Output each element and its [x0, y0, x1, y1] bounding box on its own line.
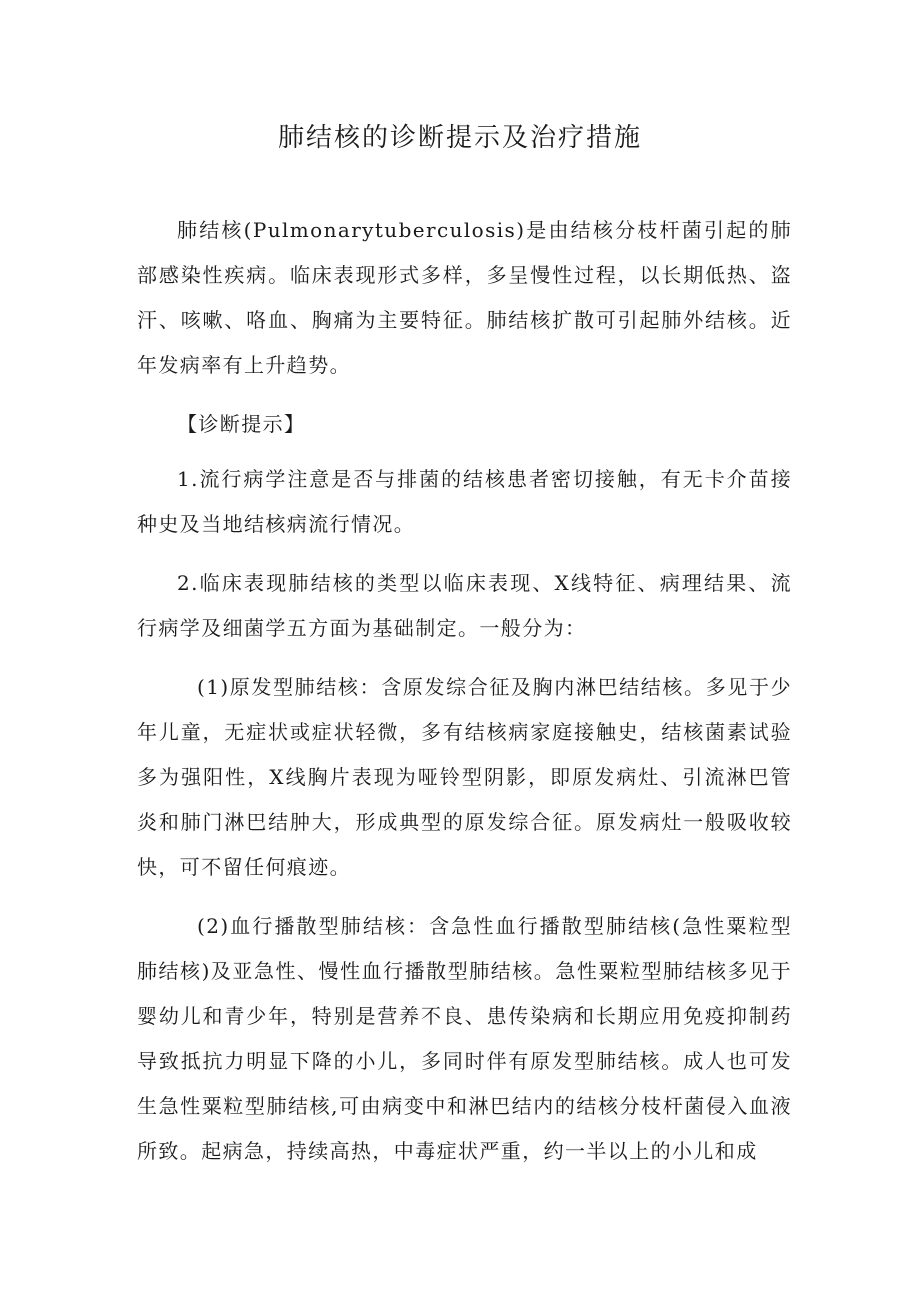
paragraph-hematogenous-tb: (2)血行播散型肺结核：含急性血行播散型肺结核(急性粟粒型肺结核)及亚急性、慢性血行播散型肺结核。急性粟粒型肺结核多见于婴幼儿和青少年，特别是营养不良、患传染病和长期应用免疫抑制药导致抵抗力明显下降的小儿，多同时伴有原发型肺结核。成人也可发生急性粟粒型肺结核,可由病变中和淋巴结内的结核分枝杆菌侵入血液所致。起病急，持续高热，中毒症状严重，约一半以上的小儿和成 — [137, 914, 792, 1163]
paragraph-primary-tb: (1)原发型肺结核：含原发综合征及胸内淋巴结结核。多见于少年儿童，无症状或症状轻微，多有结核病家庭接触史，结核菌素试验多为强阳性，X线胸片表现为哑铃型阴影，即原发病灶、引流淋巴管炎和肺门淋巴结肿大，形成典型的原发综合征。原发病灶一般吸收较快，可不留任何痕迹。 — [137, 675, 792, 879]
document-body — [137, 208, 792, 1188]
section-heading-diagnosis: 【诊断提示】 — [177, 412, 306, 436]
paragraph-epidemiology: 1.流行病学注意是否与排菌的结核患者密切接触，有无卡介苗接种史及当地结核病流行情况。 — [137, 467, 792, 536]
document-title: 肺结核的诊断提示及治疗措施 — [277, 123, 642, 153]
intro-paragraph: 肺结核(Pulmonarytuberculosis)是由结核分枝杆菌引起的肺部感染性疾病。临床表现形式多样，多呈慢性过程，以长期低热、盗汗、咳嗽、咯血、胸痛为主要特征。肺结核扩散可引起肺外结核。近年发病率有上升趋势。 — [137, 218, 792, 377]
paragraph-clinical-types: 2.临床表现肺结核的类型以临床表现、X线特征、病理结果、流行病学及细菌学五方面为基础制定。一般分为： — [137, 571, 792, 640]
